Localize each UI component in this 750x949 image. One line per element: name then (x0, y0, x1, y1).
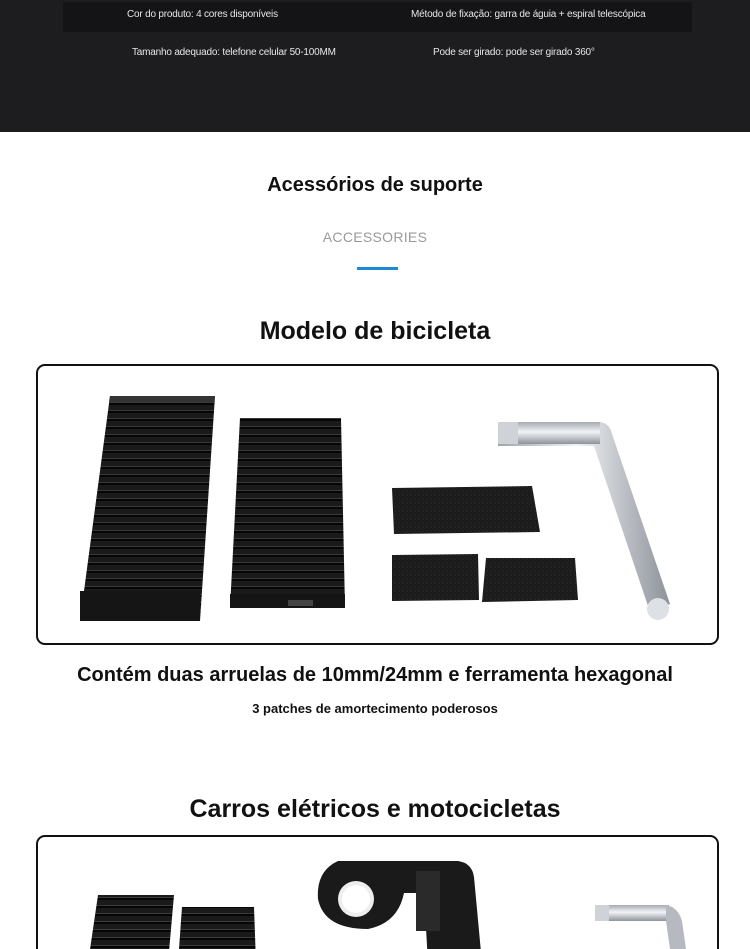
electric-accessories-panel (36, 835, 719, 949)
spec-color: Cor do produto: 4 cores disponíveis (127, 9, 278, 20)
hex-key-icon (595, 905, 688, 949)
accessories-subtitle: ACCESSORIES (322, 229, 428, 245)
bicycle-caption-sub: 3 patches de amortecimento poderosos (252, 701, 498, 716)
spec-mount: Método de fixação: garra de águia + espiral telescópica (411, 9, 646, 20)
bicycle-title: Modelo de bicicleta (259, 317, 491, 345)
rubber-washer-large-icon (88, 895, 174, 949)
foam-pad-icon (392, 486, 578, 602)
mount-bracket-icon (318, 861, 482, 949)
rubber-washer-small-icon (230, 418, 345, 608)
electric-title: Carros elétricos e motocicletas (189, 795, 561, 823)
bicycle-caption-main: Contém duas arruelas de 10mm/24mm e ferramenta hexagonal (77, 664, 673, 686)
accessories-title: Acessórios de suporte (267, 174, 483, 196)
bicycle-accessories-image (38, 366, 717, 643)
rubber-washer-small-icon (178, 907, 256, 949)
spec-rotate: Pode ser girado: pode ser girado 360° (433, 47, 595, 58)
rubber-washer-large-icon (80, 396, 215, 621)
accent-divider (357, 267, 398, 270)
bicycle-accessories-panel (36, 364, 719, 645)
electric-accessories-image (38, 837, 717, 949)
spec-size: Tamanho adequado: telefone celular 50-100MM (132, 47, 336, 58)
spec-band (0, 0, 750, 132)
